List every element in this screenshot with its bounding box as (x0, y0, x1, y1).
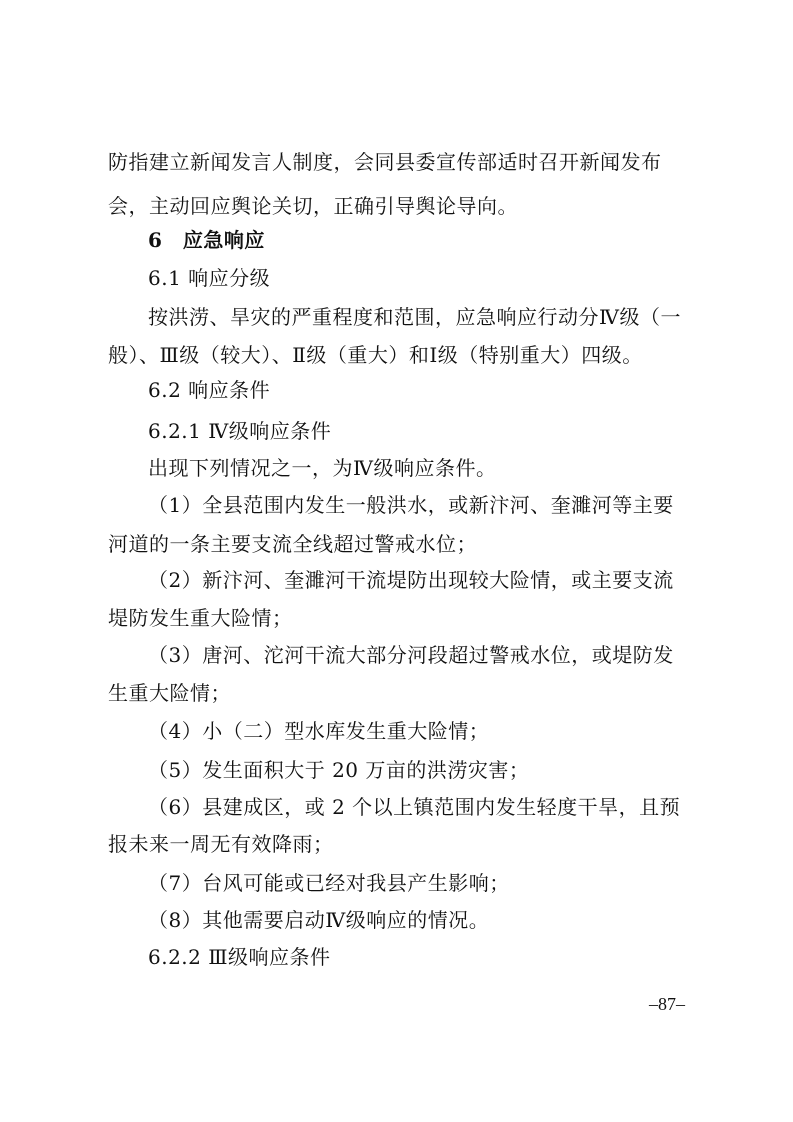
paragraph-line: 防指建立新闻发言人制度，会同县委宣传部适时召开新闻发布 (108, 150, 662, 174)
list-item-line: 堤防发生重大险情； (108, 606, 293, 630)
page-number: –87– (649, 994, 685, 1014)
subsection-heading: 6.2 响应条件 (148, 378, 271, 402)
list-item-line: （8）其他需要启动Ⅳ级响应的情况。 (148, 908, 490, 932)
list-item-line: （2）新汴河、奎濉河干流堤防出现较大险情，或主要支流 (148, 568, 674, 592)
list-item-line: （6）县建成区，或 2 个以上镇范围内发生轻度干旱，且预 (148, 795, 681, 819)
subsection-heading: 6.2.1 Ⅳ级响应条件 (148, 419, 332, 443)
list-item-line: （3）唐河、沱河干流大部分河段超过警戒水位，或堤防发 (148, 643, 674, 667)
list-item-line: 河道的一条主要支流全线超过警戒水位； (108, 532, 477, 556)
list-item-line: 生重大险情； (108, 681, 231, 705)
paragraph-line: 会，主动回应舆论关切，正确引导舆论导向。 (108, 194, 518, 218)
list-item-line: （7）台风可能或已经对我县产生影响； (148, 871, 510, 895)
paragraph-line: 出现下列情况之一，为Ⅳ级响应条件。 (148, 456, 497, 480)
paragraph-line: 按洪涝、旱灾的严重程度和范围，应急响应行动分Ⅳ级（一 (148, 305, 681, 329)
subsection-heading: 6.1 响应分级 (148, 266, 271, 290)
paragraph-line: 般）、Ⅲ级（较大）、Ⅱ级（重大）和Ⅰ级（特别重大）四级。 (108, 343, 643, 367)
list-item-line: （5）发生面积大于 20 万亩的洪涝灾害； (148, 758, 530, 782)
subsection-heading: 6.2.2 Ⅲ级响应条件 (148, 945, 331, 969)
list-item-line: （1）全县范围内发生一般洪水，或新汴河、奎濉河等主要 (148, 493, 674, 517)
list-item-line: （4）小（二）型水库发生重大险情； (148, 719, 490, 743)
section-heading: 6 应急响应 (148, 228, 265, 252)
list-item-line: 报未来一周无有效降雨； (108, 832, 334, 856)
